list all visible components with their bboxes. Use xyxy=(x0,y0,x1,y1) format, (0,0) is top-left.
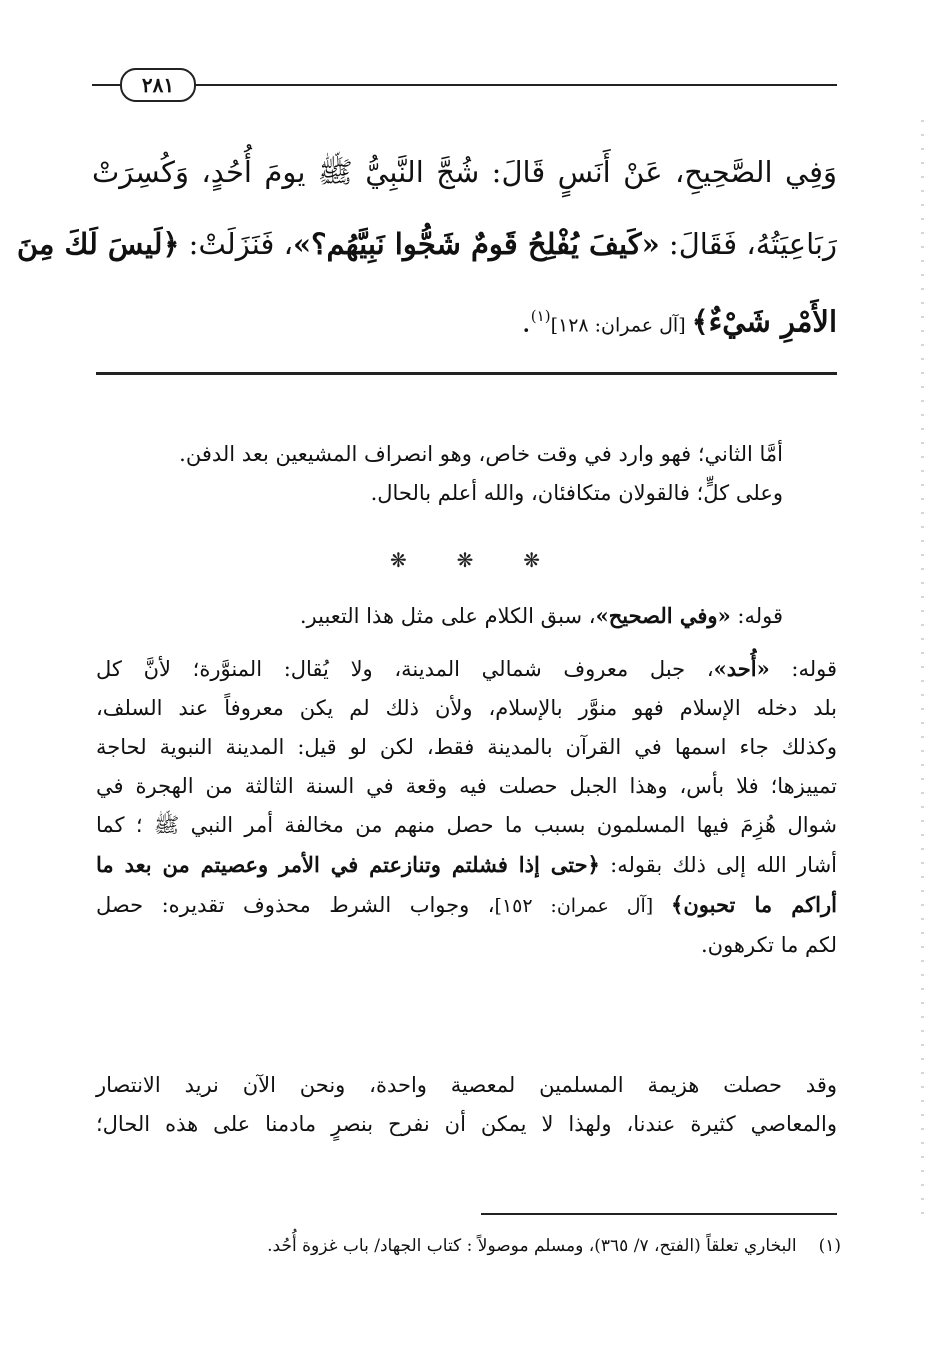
verse-reference: [آل عمران: ١٢٨] xyxy=(550,314,692,337)
paragraph-line: والمعاصي كثيرة عندنا، ولهذا لا يمكن أن نفرح بنصرٍ مادمنا على هذه الحال؛ xyxy=(96,1112,837,1136)
paragraph-line: تمييزها؛ فلا بأس، وهذا الجبل حصلت فيه وقعة في السنة الثالثة من الهجرة في xyxy=(96,774,837,798)
paragraph-line: وقد حصلت هزيمة المسلمين لمعصية واحدة، ونحن الآن نريد الانتصار xyxy=(96,1073,837,1097)
footnote-number: (١) xyxy=(818,1236,841,1256)
paragraph-line: أمَّا الثاني؛ فهو وارد في وقت خاص، وهو انصراف المشيعين بعد الدفن. xyxy=(179,442,783,466)
footnote xyxy=(267,1236,841,1256)
paragraph-line: بلد دخله الإسلام فهو منوَّر بالإسلام، ولأن ذلك لم يكن معروفاً عند السلف، xyxy=(96,696,837,720)
text-run: . xyxy=(521,304,531,339)
paragraph-uhud xyxy=(96,649,837,965)
text-run: ، سبق الكلام على مثل هذا التعبير. xyxy=(299,604,596,628)
text-run: ، جبل معروف شمالي المدينة، ولا يُقال: المنوَّرة؛ لأنَّ كل xyxy=(96,657,714,681)
asterism-separator xyxy=(390,548,540,572)
text-run: رَبَاعِيَتُهُ، فَقَالَ: xyxy=(659,227,837,261)
paragraph-line: شوال هُزِمَ فيها المسلمون بسبب ما حصل منهم من مخالفة أمر النبي ﷺ ؛ كما xyxy=(96,813,837,837)
paragraph-sahih xyxy=(96,596,783,636)
text-run: قوله: xyxy=(730,604,783,628)
quran-verse: الأَمْرِ شَيْءٌ﴾ xyxy=(691,304,837,339)
quoted-term: «أُحد» xyxy=(713,656,770,681)
star-icon: ❋ xyxy=(523,548,540,572)
scan-edge-artifact xyxy=(921,120,924,1220)
hadith-line xyxy=(16,208,837,280)
paragraph-line xyxy=(96,885,837,926)
paragraph-line xyxy=(96,649,837,689)
hadith-line xyxy=(92,280,837,362)
section-divider xyxy=(96,372,837,375)
text-run: أشار الله إلى ذلك بقوله: xyxy=(599,853,837,877)
hadith-line: وَفِي الصَّحِيحِ، عَنْ أَنَسٍ قَالَ: شُجَّ النَّبِيُّ ﷺ يومَ أُحُدٍ، وَكُسِرَتْ xyxy=(92,155,837,189)
verse-reference: [آل عمران: ١٥٢] xyxy=(494,895,672,917)
paragraph-line xyxy=(96,596,783,636)
header-rule xyxy=(92,84,837,86)
quran-verse: أراكم ما تحبون﴾ xyxy=(671,892,837,917)
page-number: ٢٨١ xyxy=(141,73,175,97)
prophet-quote: «كَيفَ يُفْلِحُ قَومٌ شَجُّوا نَبِيَّهُم؟» xyxy=(292,227,660,261)
star-icon: ❋ xyxy=(456,548,474,572)
text-run: قوله: xyxy=(769,657,837,681)
quran-verse: ﴿لَيسَ لَكَ مِنَ xyxy=(16,227,180,261)
footnote-rule xyxy=(481,1213,837,1215)
footnote-text: البخاري تعلقاً (الفتح، ٧/ ٣٦٥)، ومسلم موصولاً : كتاب الجهاد/ باب غزوة أُحُد. xyxy=(267,1236,797,1256)
paragraph-defeat xyxy=(96,1066,837,1144)
paragraph-line xyxy=(96,845,837,885)
paragraph-line: وكذلك جاء اسمها في القرآن بالمدينة فقط، لكن لو قيل: المدينة النبوية لحاجة xyxy=(96,735,837,759)
page-number-badge xyxy=(120,68,196,102)
star-icon: ❋ xyxy=(390,548,407,572)
quran-verse: ﴿حتى إذا فشلتم وتنازعتم في الأمر وعصيتم من بعد ما xyxy=(96,852,600,877)
text-run: ، وجواب الشرط محذوف تقديره: حصل xyxy=(96,893,495,917)
paragraph-line: لكم ما تكرهون. xyxy=(700,933,837,957)
footnote-marker: (١) xyxy=(530,307,551,325)
paragraph-first xyxy=(96,435,783,513)
quoted-term: «وفي الصحيح» xyxy=(595,603,731,628)
paragraph-line: وعلى كلٍّ؛ فالقولان متكافئان، والله أعلم بالحال. xyxy=(370,481,783,505)
text-run: ، فَنَزَلَتْ: xyxy=(179,227,293,261)
hadith-text xyxy=(16,136,837,362)
